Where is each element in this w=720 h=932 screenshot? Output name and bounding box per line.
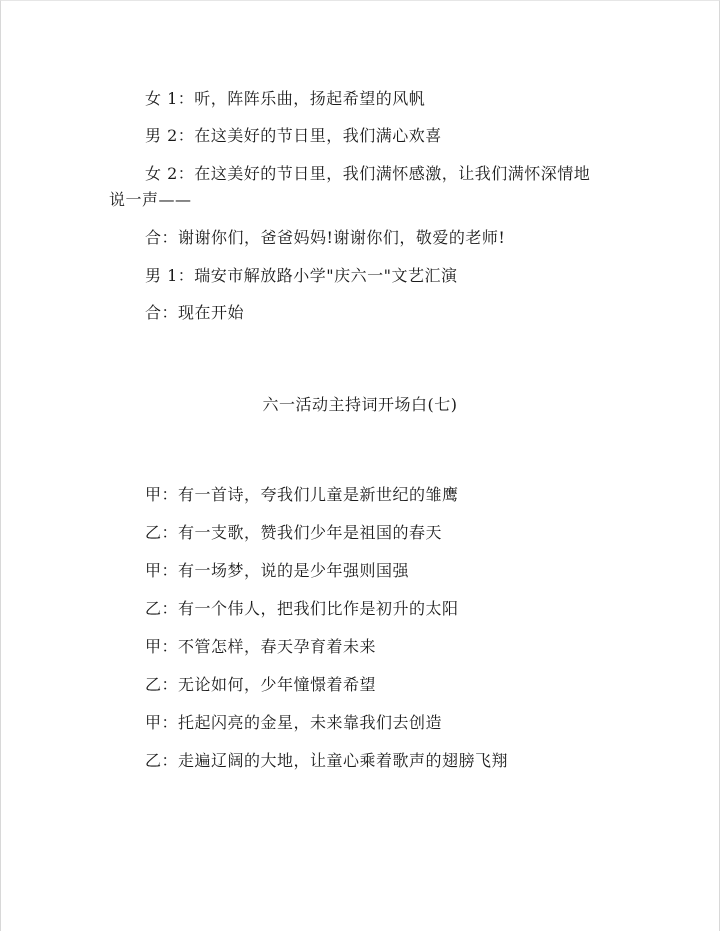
script-line: 甲：托起闪亮的金星，未来靠我们去创造 bbox=[145, 713, 443, 732]
script-line-continuation: 说一声—— bbox=[109, 190, 192, 209]
script-line: 甲：有一场梦，说的是少年强则国强 bbox=[145, 561, 410, 580]
script-line: 男 2：在这美好的节日里，我们满心欢喜 bbox=[145, 126, 442, 145]
script-line: 甲：有一首诗，夸我们儿童是新世纪的雏鹰 bbox=[145, 485, 459, 504]
script-line: 女 1：听，阵阵乐曲，扬起希望的风帆 bbox=[145, 89, 426, 108]
script-line: 合：现在开始 bbox=[145, 303, 245, 322]
script-line: 乙：走遍辽阔的大地，让童心乘着歌声的翅膀飞翔 bbox=[145, 751, 509, 770]
script-line: 男 1：瑞安市解放路小学"庆六一"文艺汇演 bbox=[145, 266, 458, 285]
script-line: 乙：无论如何，少年憧憬着希望 bbox=[145, 675, 377, 694]
script-line: 乙：有一个伟人，把我们比作是初升的太阳 bbox=[145, 599, 459, 618]
script-line: 甲：不管怎样，春天孕育着未来 bbox=[145, 637, 377, 656]
script-line: 女 2：在这美好的节日里，我们满怀感激，让我们满怀深情地 bbox=[145, 164, 591, 183]
script-line: 合：谢谢你们，爸爸妈妈!谢谢你们，敬爱的老师! bbox=[145, 228, 506, 247]
script-line: 乙：有一支歌，赞我们少年是祖国的春天 bbox=[145, 523, 443, 542]
section-title: 六一活动主持词开场白(七) bbox=[262, 395, 458, 414]
